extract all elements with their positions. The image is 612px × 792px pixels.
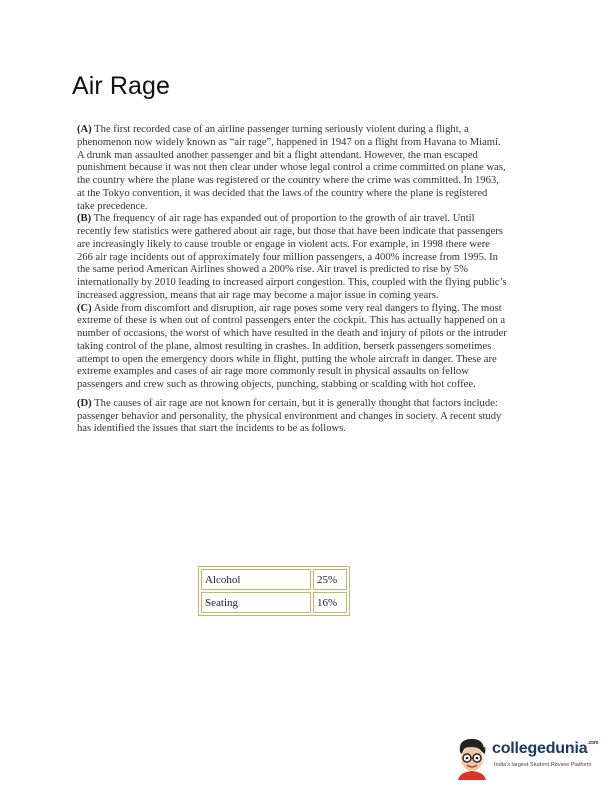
- paragraph-a: [77, 124, 507, 213]
- paragraph-text: The causes of air rage are not known for certain, but it is generally thought that factors include: passenger behavior and personality, the physical environment and changes in society. A recent study has identified the issues that start the incidents to be as follows.: [77, 397, 502, 435]
- paragraph-label: (C): [77, 302, 92, 314]
- table-row: [201, 569, 347, 590]
- paragraph-text: The first recorded case of an airline passenger turning seriously violent during a flight, a phenomenon now widely known as “air rage”, happened in 1947 on a flight from Havana to Miami. A drunk man assaulted another passenger and bit a flight attendant. However, the man escaped punishment because it was not then clear under whose legal control a crime committed on plane was, the country where the plane was registered or the country where the crime was committed. In 1963, at the Tokyo convention, it was decided that the laws of the country where the plane is registered take precedence.: [77, 124, 506, 212]
- paragraph-text: Aside from discomfort and disruption, air rage poses some very real dangers to flying. The most extreme of these is when out of control passengers enter the cockpit. This has actually happened on a number of occasions, the worst of which have resulted in the death and injury of pilots or the intruder taking control of the plane, almost resulting in crashes. In addition, berserk passengers sometimes attempt to open the emergency doors while in flight, putting the whole aircraft in danger. These are extreme examples and cases of air rage more commonly result in physical assaults on fellow passengers and crew such as throwing objects, punching, stabbing or scalding with hot coffee.: [77, 302, 507, 390]
- paragraph-text: The frequency of air rage has expanded out of proportion to the growth of air travel. Until recently few statistics were gathered about air rage, but those that have been indicate that passengers are increasingly likely to cause trouble or engage in violent acts. For example, in 1998 there were 266 air rage incidents out of approximately four million passengers, a 400% increase from 1995. In the same period American Airlines showed a 200% rise. Air travel is predicted to rise by 5% internationally by 2010 leading to increased airport congestion. This, coupled with the flying public’s increased aggression, means that air rage may become a major issue in coming years.: [77, 213, 507, 301]
- mascot-face-icon: [452, 736, 492, 780]
- logo-tagline: India's largest Student Review Platform: [494, 762, 592, 768]
- paragraph-label: (B): [77, 213, 92, 225]
- paragraph-label: (D): [77, 397, 92, 409]
- collegedunia-logo: [452, 736, 602, 780]
- table-cell-cause: Seating: [201, 592, 311, 613]
- paragraph-c: [77, 303, 507, 392]
- table-cell-percent: 16%: [313, 592, 347, 613]
- table-cell-percent: 25%: [313, 569, 347, 590]
- logo-name-text: collegedunia: [492, 740, 588, 757]
- logo-wordmark: [492, 740, 598, 758]
- table-row: [201, 592, 347, 613]
- causes-table: [198, 566, 350, 616]
- table-cell-cause: Alcohol: [201, 569, 311, 590]
- paragraph-label: (A): [77, 124, 92, 135]
- page-title: Air Rage: [72, 72, 171, 100]
- paragraph-d: [77, 398, 507, 436]
- paragraph-b: [77, 213, 507, 302]
- article-body: [77, 124, 507, 436]
- logo-suffix: .com: [587, 740, 599, 746]
